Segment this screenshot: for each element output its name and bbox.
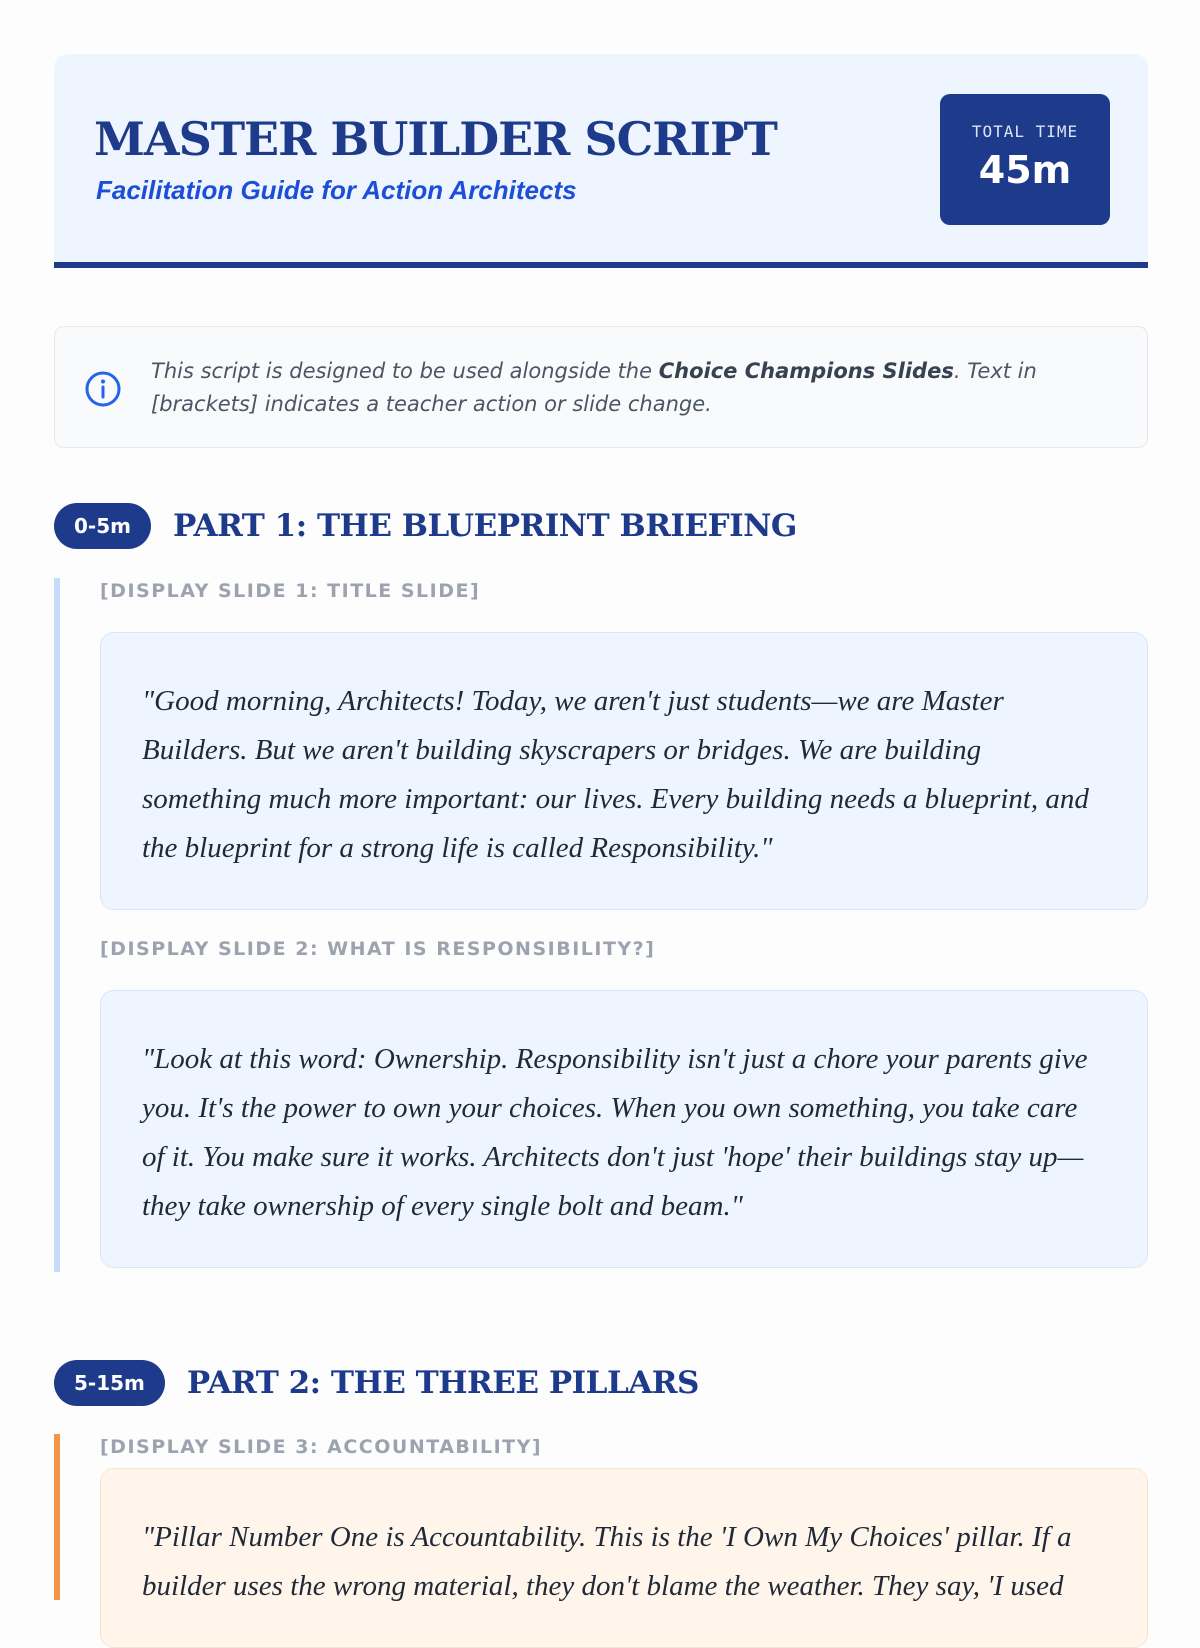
info-icon xyxy=(83,369,123,409)
script-quote-text: "Good morning, Architects! Today, we aren't just students—we are Master Builders. But we aren't building skyscrapers or bridges. We are building something much more important: our lives. Every building needs a blueprint, and the blueprint for a strong life is called Responsibility." xyxy=(142,685,1089,864)
section-accent-rail xyxy=(54,1434,60,1600)
slide-instruction: [DISPLAY SLIDE 1: TITLE SLIDE] xyxy=(100,580,481,602)
section-title: PART 2: THE THREE PILLARS xyxy=(186,1365,699,1401)
script-quote-text: "Look at this word: Ownership. Responsibility isn't just a chore your parents give you. It's the power to own your choices. When you own something, you take care of it. You make sure it works. Architects don't just 'hope' their buildings stay up—they take ownership of every single bolt and beam." xyxy=(142,1043,1088,1222)
slide-instruction: [DISPLAY SLIDE 2: WHAT IS RESPONSIBILITY?] xyxy=(100,938,656,960)
total-time-label: TOTAL TIME xyxy=(971,122,1079,141)
script-quote-card xyxy=(100,632,1148,910)
info-note xyxy=(54,326,1148,448)
section-title: PART 1: THE BLUEPRINT BRIEFING xyxy=(172,508,797,544)
note-text-before: This script is designed to be used alongside the xyxy=(151,359,659,383)
section-header xyxy=(54,1360,699,1406)
total-time-value: 45m xyxy=(978,148,1072,192)
page-title: MASTER BUILDER SCRIPT xyxy=(94,112,777,166)
info-note-text xyxy=(151,355,1101,421)
script-quote-text: "Pillar Number One is Accountability. This is the 'I Own My Choices' pillar. If a builder uses the wrong material, they don't blame the weather. They say, 'I used xyxy=(142,1521,1072,1602)
script-header xyxy=(54,54,1148,268)
note-text-after: . Text in [brackets] indicates a teacher action or slide change. xyxy=(151,359,1037,416)
script-quote-card xyxy=(100,990,1148,1268)
page-subtitle: Facilitation Guide for Action Architects xyxy=(96,175,577,205)
section-accent-rail xyxy=(54,578,60,1272)
script-quote-card xyxy=(100,1468,1148,1648)
total-time-badge xyxy=(940,94,1110,225)
section-header xyxy=(54,503,797,549)
note-emphasis: Choice Champions Slides xyxy=(658,359,954,383)
time-pill: 5-15m xyxy=(54,1360,165,1406)
time-pill: 0-5m xyxy=(54,503,151,549)
slide-instruction: [DISPLAY SLIDE 3: ACCOUNTABILITY] xyxy=(100,1436,543,1458)
